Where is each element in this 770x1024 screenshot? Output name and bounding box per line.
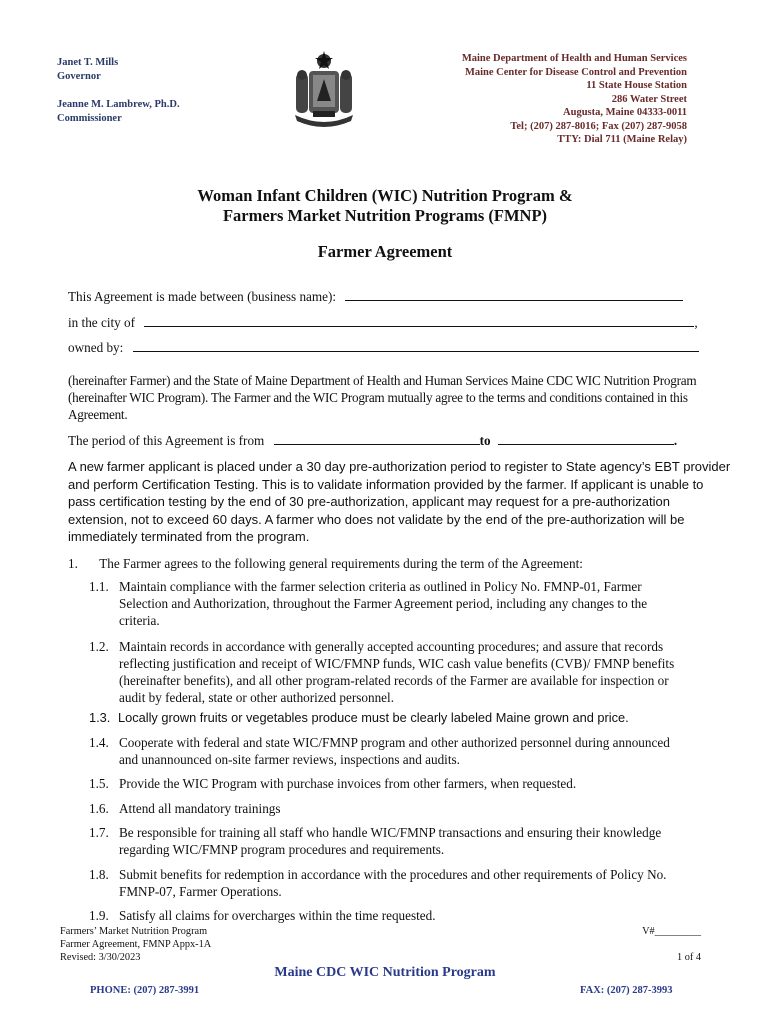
period-end: .: [673, 433, 678, 448]
item-number: 1.5.: [89, 776, 109, 791]
document-title: [0, 186, 770, 226]
business-name-field[interactable]: [345, 288, 683, 301]
item-number: 1.2.: [89, 639, 109, 654]
header-address: [462, 52, 687, 147]
list-item: [89, 775, 689, 792]
dept-line: Augusta, Maine 04333-0011: [563, 107, 687, 118]
list-item: [89, 866, 689, 900]
title-line1: Woman Infant Children (WIC) Nutrition Program &: [197, 186, 573, 205]
document-subtitle: Farmer Agreement: [317, 242, 453, 261]
header-officials: [57, 56, 180, 125]
business-name-row: [68, 288, 732, 305]
dept-line: 286 Water Street: [611, 93, 687, 105]
commissioner-title: Commissioner: [57, 112, 122, 124]
item-text: Maintain records in accordance with generally accepted accounting procedures; and assure that records reflecting justification and receipt of WIC/FMNP funds, WIC cash value benefits (CVB)/ FMNP benefits (hereinafter benefits), and all other program-related records of the Farmer are available for inspection or audit by federal, state or other authorized personnel.: [119, 639, 675, 705]
list-item: [89, 734, 689, 768]
owner-label: owned by:: [68, 340, 124, 355]
item-text: Be responsible for training all staff who handle WIC/FMNP transactions and ensuring their knowledge regarding WIC/FMNP program procedures and requirements.: [119, 825, 662, 857]
period-label: The period of this Agreement is from: [68, 433, 265, 448]
page-number: 1 of 4: [676, 952, 701, 963]
intro-paragraph: (hereinafter Farmer) and the State of Maine Department of Health and Human Services Maine CDC WIC Nutrition Program (hereinafter WIC Program). The Farmer and the WIC Program mutually agree to the terms and conditions contained in this Agreement.: [68, 373, 697, 422]
governor-title: Governor: [57, 70, 101, 82]
period-end-field[interactable]: [498, 432, 674, 445]
item-text: Maintain compliance with the farmer selection criteria as outlined in Policy No. FMNP-01, Farmer Selection and Authorization, throughout the Farmer Agreement period, including any changes to the criteria.: [119, 579, 648, 628]
list-item: [89, 800, 689, 817]
dept-line: Maine Center for Disease Control and Prevention: [464, 66, 687, 78]
period-row: [68, 432, 732, 449]
period-start-field[interactable]: [274, 432, 480, 445]
item-text: Cooperate with federal and state WIC/FMNP program and other authorized personnel during announced and unannounced on-site farmer reviews, inspections and audits.: [119, 735, 670, 767]
city-suffix: ,: [694, 315, 698, 330]
period-to: to: [479, 433, 491, 448]
item-text: Provide the WIC Program with purchase invoices from other farmers, when requested.: [119, 776, 577, 791]
footer-phone: PHONE: (207) 287-3991: [90, 985, 200, 996]
section-1: [68, 555, 583, 572]
item-text: Satisfy all claims for overcharges within the time requested.: [119, 908, 436, 923]
list-item: [89, 907, 689, 924]
owner-field[interactable]: [133, 339, 699, 352]
list-item: [89, 824, 689, 858]
footer-line: Farmer Agreement, FMNP Appx-1A: [60, 939, 212, 950]
city-label: in the city of: [68, 315, 136, 330]
footer-line: Revised: 3/30/2023: [60, 952, 141, 963]
dept-line: 11 State House Station: [586, 80, 687, 91]
item-text: Locally grown fruits or vegetables produce must be clearly labeled Maine grown and price.: [118, 710, 629, 725]
item-number: 1.3.: [89, 710, 111, 725]
item-number: 1.8.: [89, 867, 109, 882]
version-number: V#_________: [642, 926, 701, 937]
item-number: 1.6.: [89, 801, 109, 816]
business-name-label: This Agreement is made between (business name):: [68, 289, 337, 304]
maine-state-seal-icon: [291, 49, 357, 127]
item-text: Attend all mandatory trainings: [119, 801, 281, 816]
item-number: 1.7.: [89, 825, 109, 840]
commissioner-name: Jeanne M. Lambrew, Ph.D.: [57, 99, 180, 110]
title-line2: Farmers Market Nutrition Programs (FMNP): [222, 206, 548, 225]
dept-line: Maine Department of Health and Human Services: [461, 53, 687, 64]
section-1-number: 1.: [68, 556, 78, 571]
dept-line: TTY: Dial 711 (Maine Relay): [557, 134, 687, 145]
footer-line: Farmers’ Market Nutrition Program: [60, 926, 208, 937]
footer-fax: FAX: (207) 287-3993: [580, 985, 673, 996]
dept-line: Tel; (207) 287-8016; Fax (207) 287-9058: [510, 120, 687, 132]
section-1-text: The Farmer agrees to the following general requirements during the term of the Agreement:: [99, 556, 583, 571]
item-number: 1.1.: [89, 579, 109, 594]
governor-name: Janet T. Mills: [57, 57, 119, 68]
item-number: 1.4.: [89, 735, 109, 750]
owner-row: [68, 339, 732, 356]
list-item: [89, 638, 689, 706]
city-field[interactable]: [144, 314, 694, 327]
city-row: [68, 314, 732, 331]
footer-info: [60, 925, 211, 964]
footer-program-name: Maine CDC WIC Nutrition Program: [274, 965, 496, 980]
item-number: 1.9.: [89, 908, 109, 923]
list-item: [89, 578, 689, 629]
new-farmer-paragraph: A new farmer applicant is placed under a 30 day pre-authorization period to register to State agency’s EBT provider and perform Certification Testing. This is to validate information provided by the farmer. If applicant is unable to pass certification testing by the end of 30 pre-authorization, applicant may request for a pre-authorization extension, not to exceed 60 days. A farmer who does not validate by the end of the pre-authorization will be immediately terminated from the program.: [68, 459, 731, 544]
item-text: Submit benefits for redemption in accordance with the procedures and other requirements of Policy No. FMNP-07, Farmer Operations.: [119, 867, 667, 899]
list-item: [89, 709, 689, 726]
